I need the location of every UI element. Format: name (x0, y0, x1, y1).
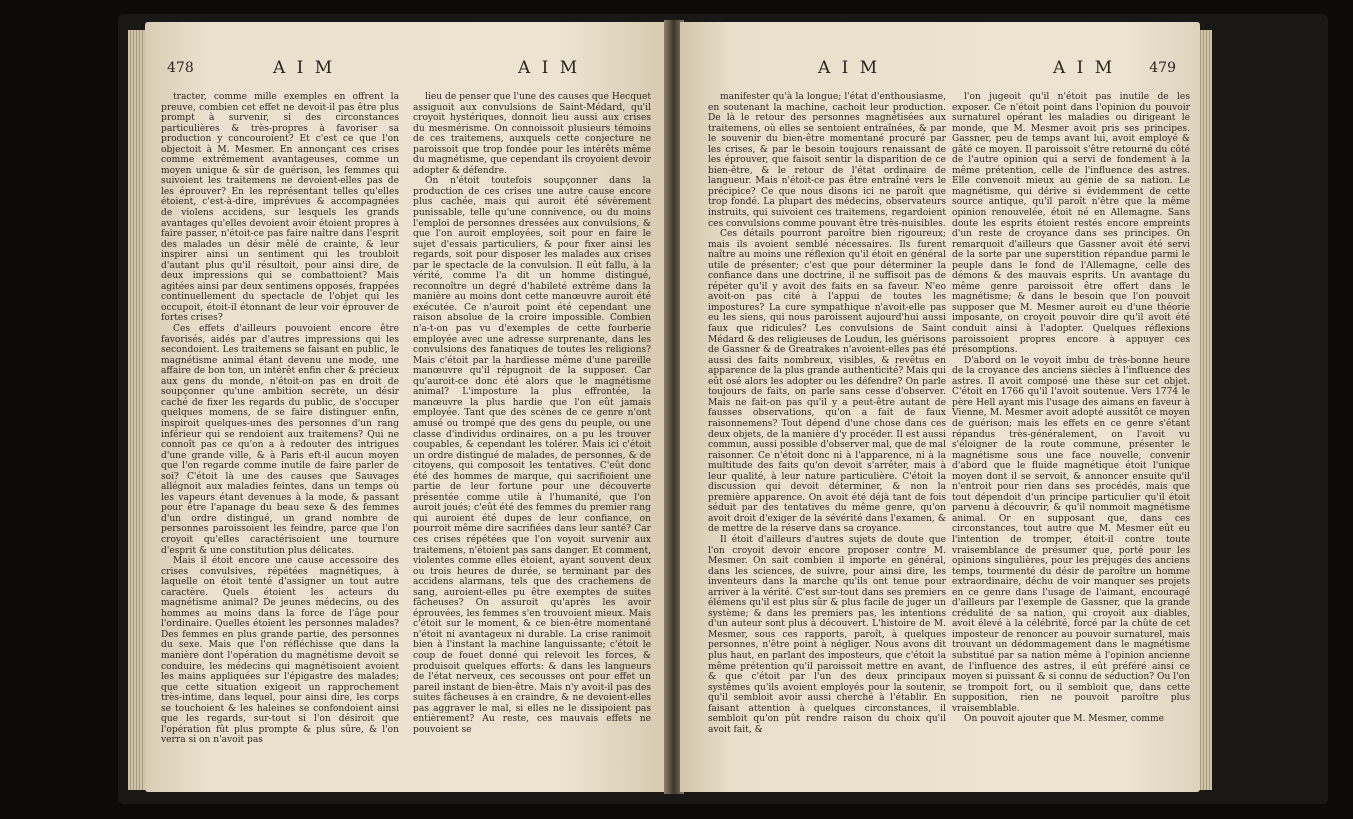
right-heading-col2: A I M (1053, 58, 1116, 78)
left-heading-col2: A I M (518, 58, 581, 78)
right-column-1 (708, 92, 946, 735)
right-heading-col1: A I M (818, 58, 881, 78)
right-running-head (698, 58, 1182, 84)
left-column-2 (413, 92, 651, 735)
paragraph: l'on jugeoit qu'il n'étoit pas inutile de les exposer. Ce n'étoit point dans l'opinion du pouvoir surnaturel opérant les maladies ou dirigeant le monde, que M. Mesmer avoit pris ses principes. Gassner, peu de temps avant lui, avoit employé & gâté ce moyen. Il paroissoit s'être retourné du côté de l'autre opinion qui a servi de fondement à la même prétention, celle de l'influence des astres. Elle convenoit mieux au génie de sa nation. Le magnétisme, qui dérive si évidemment de cette source antique, qu'il paroît n'être que la même opinion renouvelée, étoit né en Allemagne. Sans doute les esprits étoient restés encore empreints d'un reste de croyance dans ses principes. On remarquoit d'ailleurs que Gassner avoit été servi de la sorte par une superstition répandue parmi le peuple dans le fond de l'Allemagne, celle des démons & des mauvais esprits. Un avantage du même genre paroissoit être offert dans le magnétisme; & dans le besoin que l'on pouvoit supposer que M. Mesmer auroit eu d'une théorie imposante, on croyoit pouvoir dire qu'il avoit été conduit ainsi à l'adopter. Quelques réflexions paroissoient propres encore à appuyer ces présomptions. (952, 92, 1190, 356)
right-page (680, 22, 1200, 792)
paragraph: manifester qu'à la longue; l'état d'enthousiasme, en soutenant la machine, cachoit leur production. De là le retour des personnes magnétisées aux traitemens, où elles se sentoient entraînées, & par le souvenir du bien-être momentané procuré par les crises, & par le besoin toujours renaissant de les éprouver, que faisoit sentir la disparition de ce bien-être, & le retour de l'état ordinaire de langueur. Mais n'étoit-ce pas être entraîné vers le précipice? Ce que nous disons ici ne paroît que trop fondé. La plupart des médecins, observateurs instruits, qui suivoient ces traitemens, regardoient ces convulsions comme pouvant être très-nuisibles. (708, 92, 946, 229)
paragraph: On pouvoit ajouter que M. Mesmer, comme (964, 714, 1164, 725)
left-column-1 (161, 92, 399, 746)
right-column-2 (952, 92, 1190, 725)
right-page-number: 479 (1149, 60, 1176, 76)
paragraph: Il étoit d'ailleurs d'autres sujets de doute que l'on croyoit devoir encore proposer contre M. Mesmer. On sait combien il importe en général, dans les sciences, de suivre, pour ainsi dire, les inventeurs dans la marche qu'ils ont tenue pour arriver à la vérité. C'est sur-tout dans ses premiers élémens qu'il est plus sûr & plus facile de juger un système; & dans les premiers pas, les intentions d'un auteur sont plus à découvert. L'histoire de M. Mesmer, sous ces rapports, paroît, à quelques personnes, n'être point à négliger. Nous avons dit plus haut, en parlant des imposteurs, que c'étoit la même prétention qu'il paroissoit mettre en avant, & que c'étoit par l'un des deux principaux systêmes qu'ils avoient employés pour la soutenir, qu'il sembloit avoir aussi cherché à l'établir. En faisant attention à quelques circonstances, il sembloit qu'on pût rendre raison du choix qu'il avoit fait, & (708, 534, 946, 735)
paragraph: Mais il étoit encore une cause accessoire des crises convulsives, répétées magnétiques, à laquelle on étoit tenté d'assigner un tout autre caractère. Quels étoient les acteurs du magnétisme animal? De jeunes médecins, ou des hommes au moins dans la force de l'âge pour l'ordinaire. Quelles étoient les personnes malades? Des femmes en plus grande partie, des personnes du sexe. Mais que l'on réfléchisse que dans la manière dont l'opération du magnétisme devoit se conduire, les médecins qui magnétisoient avoient les mains appliquées sur l'épigastre des malades; que cette situation exigeoit un rapprochement très-intime, dans lequel, pour ainsi dire, les corps se touchoient & les haleines se confondoient ainsi que les regards, sur-tout si l'on désiroit que l'opération fût plus prompte & plus sûre, & l'on verra si on n'avoit pas (161, 556, 399, 746)
left-page-number: 478 (167, 60, 194, 76)
paragraph: Ces détails pourront paroître bien rigoureux; mais ils avoient semblé nécessaires. Ils furent naître au moins une réflexion qu'il étoit en général utile de présenter; c'est que pour déterminer la confiance dans une doctrine, il ne suffisoit pas de répéter qu'il y avoit des faits en sa faveur. N'eo avoit-on pas cité à l'appui de toutes les impostures? La cure sympathique n'avoit-elle pas eu les siens, qui nous paroissent aujourd'hui aussi faux que ridicules? Les convulsions de Saint Médard & des religieuses de Loudun, les guérisons de Gassner & de Greatrakes n'avoient-elles pas été aussi des faits nombreux, visibles, & revêtus en apparence de la plus grande authenticité? Mais qui eût osé alors les adopter ou les défendre? On parle toujours de faits, on parle sans cesse d'observer. Mais ne fait-on pas qu'il y a peut-être autant de fausses observations, qu'on a fait de faux raisonnemens? Tout dépend d'une chose dans ces deux objets, de la manière d'y procéder. Il est aussi commun, aussi possible d'observer mal, que de mal raisonner. Ce n'étoit donc ni à l'apparence, ni à la multitude des faits qu'on devoit s'arrêter, mais à leur qualité, à leur nature particulière. C'étoit la discussion qui devoit déterminer, & non la première apparence. On avoit été déjà tant de fois séduit par des tentatives du même genre, qu'on avoit droit d'exiger de la sévérité dans l'examen, & de mettre de la réserve dans sa croyance. (708, 229, 946, 535)
paragraph: tracter, comme mille exemples en offrent la preuve, combien cet effet ne devoit-il pas être plus prompt à survenir, si des circonstances particulières & très-propres à favoriser sa production y concouroient? Et c'est ce que l'on objectoit à M. Mesmer. En annonçant ces crises comme extrêmement avantageuses, comme un moyen unique & sûr de guérison, les femmes qui suivoient les traitemens ne devoient-elles pas de les éprouver? En les représentant telles qu'elles étoient, c'est-à-dire, imprévues & accompagnées de violens accidens, sur lesquels les grands avantages qu'elles devoient avoir étoient propres à faire passer, n'étoit-ce pas faire naître dans l'esprit des malades un désir mêlé de crainte, & leur inspirer ainsi un sentiment qui les troubloit d'autant plus qu'il résultoit, pour ainsi dire, de deux impressions qui se combattoient? Mais agitées ainsi par deux sentimens opposés, frappées continuellement du spectacle de l'objet qui les occupoit, étoit-il étonnant de leur voir éprouver de fortes crises? (161, 92, 399, 324)
paragraph: Ces effets d'ailleurs pouvoient encore être favorisés, aidés par d'autres impressions qui les secondoient. Les traitemens se faisant en public, le magnétisme animal étant devenu une mode, une affaire de bon ton, un intérêt enfin cher & précieux aux gens du monde, n'étoit-on pas en droit de soupçonner qu'une ambition secrète, un désir caché de fixer les regards du public, de s'occuper quelques momens, de se faire distinguer enfin, inspiroit quelques-unes des personnes d'un rang inférieur qui se rendoient aux traitemens? Qui ne connoît pas ce qu'on a à redouter des intrigues d'une grande ville, & à Paris eft-il aucun moyen que l'on regarde comme inutile de faire parler de soi? C'étoit là une des causes que Sauvages allégnoit aux maladies feintes, dans un temps où les vapeurs étant devenues à la mode, & passant pour être l'apanage du beau sexe & des femmes d'un ordre distingué, un grand nombre de personnes paroissoient les feindre, parce que l'on croyoit qu'elles caractérisoient une tournure d'esprit & une constitution plus délicates. (161, 324, 399, 556)
right-page-edges (1198, 30, 1212, 790)
left-page (145, 22, 667, 792)
left-page-edges (128, 30, 146, 790)
left-running-head (163, 58, 649, 84)
left-heading-col1: A I M (273, 58, 336, 78)
paragraph: On n'étoit toutefois soupçonner dans la production de ces crises une autre cause encore plus cachée, mais qui auroit été sévèrement punissable, telle qu'une connivence, ou du moins l'emploi de personnes dressées aux convulsions, & que l'on auroit employées, soit pour en faire le sujet d'essais particuliers, & pour fixer ainsi les regards, soit pour disposer les malades aux crises par le spectacle de la convulsion. Il eût fallu, à la vérité, comme l'a dit un homme distingué, reconnoître un degré d'habileté extrême dans la manière au moins dont cette manœuvre auroit été exécutée. Ce n'auroit point été cependant une raison absolue de la croire impossible. Combien n'a-t-on pas vu d'exemples de cette fourberie employée avec une adresse surprenante, dans les convulsions des fanatiques de toutes les religions? Mais c'étoit par la hardiesse même d'une pareille manœuvre qu'il répugnoit de la supposer. Car qu'auroit-ce donc été alors que le magnétisme animal? L'imposture la plus effrontée, la manœuvre la plus hardie que l'on eût jamais employée. Tant que des scènes de ce genre n'ont amusé ou trompé que des gens du peuple, ou une classe d'individus ordinaires, on a pu les trouver coupables, & cependant les tolérer. Mais ici c'étoit un ordre distingué de malades, de personnes, & de citoyens, qui composoit les tentatives. C'eût donc été des hommes de marque, qui sacrifioient une partie de leur fortune pour une découverte présentée comme utile à l'humanité, que l'on auroit joués; c'eût été des femmes du premier rang qui auroient été dupes de leur confiance, on pourroit même dire sacrifiées dans leur santé? Car ces crises répétées que l'on voyoit survenir aux traitemens, n'étoient pas sans danger. Et comment, violentes comme elles étoient, ayant souvent deux ou trois heures de durée, se terminant par des accidens alarmans, tels que des crachemens de sang, auroient-elles pu être exemptes de suites fâcheuses? On assuroit qu'après les avoir éprouvées, les femmes s'en trouvoient mieux. Mais c'étoit sur le moment, & ce bien-être momentané n'étoit ni avantageux ni durable. La crise ranimoit bien à l'instant la machine languissante; c'étoit le coup de fouet donné qui relevoit les forces, & produisoit quelques efforts: & dans les langueurs de l'état nerveux, ces secousses ont pour effet un pareil instant de bien-être. Mais n'y avoit-il pas des suites fâcheuses à en craindre, & ne devoient-elles pas aggraver le mal, si elles ne le dissipoient pas entièrement? Au reste, ces mauvais effets ne pouvoient se (413, 176, 651, 735)
paragraph: lieu de penser que l'une des causes que Hecquet assiguoit aux convulsions de Saint-Médard, qu'il croyoit hystériques, donnoit lieu aussi aux crises du mesmérisme. On connoissoit plusieurs témoins de ces traitemens, auxquels cette conjecture ne paroissoit que trop fondée pour les intérêts même du magnétisme, que cependant ils croyoient devoir adopter & défendre. (413, 92, 651, 176)
paragraph: D'abord on le voyoit imbu de très-bonne heure de la croyance des anciens siècles à l'influence des astres. Il avoit composé une thèse sur cet objet. C'étoit en 1766 qu'il l'avoit soutenue. Vers 1774 le père Hell ayant mis l'usage des aimans en faveur à Vienne, M. Mesmer avoit adopté aussitôt ce moyen de guérison; mais les effets en ce genre s'étant répandus très-généralement, on l'avoit vu s'éloigner de la route commune, présenter le magnétisme sous une face nouvelle, convenir d'abord que le fluide magnétique étoit l'unique moyen dont il se servoit, & annoncer ensuite qu'il n'entroit pour rien dans ses procédés, mais que tout dépendoit d'un principe particulier qu'il étoit parvenu à découvrir, & qu'il nommoit magnétisme animal. Or en supposant que, dans ces circonstances, tout autre que M. Mesmer eût eu l'intention de tromper, étoit-il contre toute vraisemblance de présumer que, porté pour les opinions singulières, pour les préjugés des anciens temps, tourmenté du désir de paroître un homme extraordinaire, déchu de voir manquer ses projets en ce genre dans l'usage de l'aimant, encouragé d'ailleurs par l'exemple de Gassner, que la grande crédulité de sa nation, qui croyoit aux diables, avoit élevé à la célébrité, forcé par la chûte de cet imposteur de renoncer au pouvoir surnaturel, mais trouvant un dédommagement dans le magnétisme substitué par sa nation même à l'opinion ancienne de l'influence des astres, il eût préféré ainsi ce moyen si puissant & si connu de séduction? Ou l'on se trompoit fort, ou il sembloit que, dans cette supposition, rien ne pouvoit paroître plus vraisemblable. (952, 355, 1190, 714)
